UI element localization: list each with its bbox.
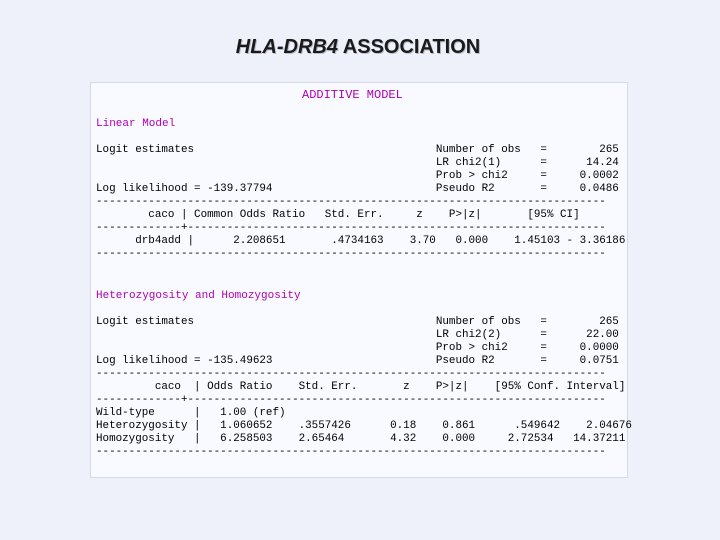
output-line: Logit estimates Number of obs = 265 [96,316,619,328]
section2-heading: Heterozygosity and Homozygosity [96,290,301,302]
table-row: Homozygosity | 6.258503 2.65464 4.32 0.000 2.72534 14.37211 [96,433,626,445]
output-line: Logit estimates Number of obs = 265 [96,144,619,156]
output-rule: -------------+---------------------------------------------------------------- [96,222,606,234]
table-row: drb4add | 2.208651 .4734163 3.70 0.000 1.45103 - 3.36186 [96,235,626,247]
output-rule: ------------------------------------------------------------------------------ [96,196,606,208]
section2-output [96,316,632,459]
table-row: Wild-type | 1.00 (ref) [96,407,286,419]
section1-output [96,144,625,261]
slide-title-rest: ASSOCIATION [337,36,481,58]
output-rule: ------------------------------------------------------------------------------ [96,446,606,458]
table-row: Heterozygosity | 1.060652 .3557426 0.18 0.861 .549642 2.04676 [96,420,632,432]
output-line: LR chi2(2) = 22.00 [96,329,619,341]
table-header: caco | Odds Ratio Std. Err. z P>|z| [95% Conf. Interval] [96,381,626,393]
model-title: ADDITIVE MODEL [302,88,403,102]
output-rule: ------------------------------------------------------------------------------ [96,248,606,260]
output-line: Log likelihood = -135.49623 Pseudo R2 = 0.0751 [96,355,619,367]
slide-title-gene: HLA-DRB4 [235,36,338,58]
output-line: Log likelihood = -139.37794 Pseudo R2 = 0.0486 [96,183,619,195]
output-line: Prob > chi2 = 0.0002 [96,170,619,182]
section1-heading: Linear Model [96,118,176,130]
output-rule: ------------------------------------------------------------------------------ [96,368,606,380]
output-line: LR chi2(1) = 14.24 [96,157,619,169]
output-line: Prob > chi2 = 0.0000 [96,342,619,354]
output-rule: -------------+---------------------------------------------------------------- [96,394,606,406]
table-header: caco | Common Odds Ratio Std. Err. z P>|z| [95% CI] [96,209,580,221]
slide-title [0,36,716,59]
